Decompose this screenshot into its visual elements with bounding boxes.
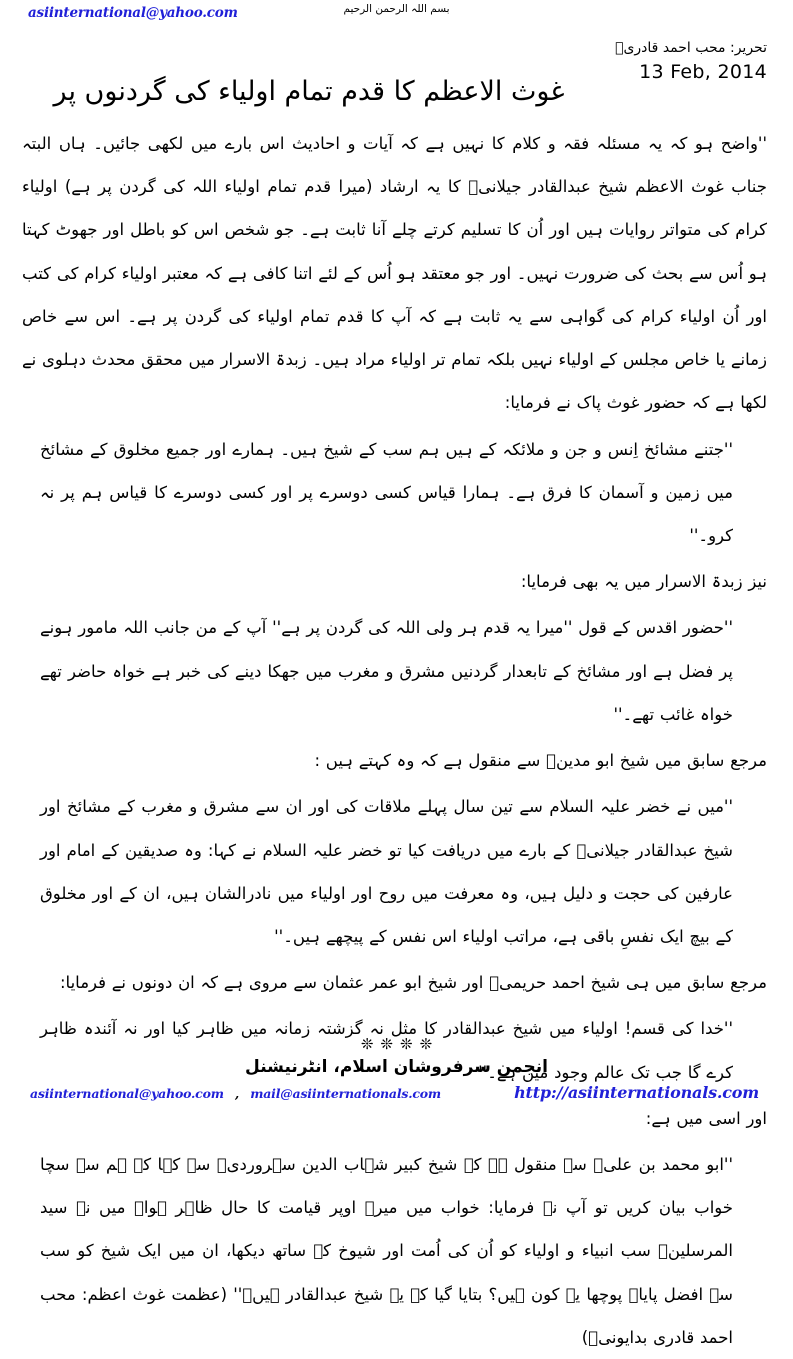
bismillah-text: بسم اللہ الرحمن الرحیم	[343, 3, 450, 15]
ornament-divider	[0, 1037, 793, 1052]
footer-links	[0, 1083, 793, 1108]
quote-paragraph: ''میں نے خضر علیہ السلام سے تین سال پہلے ملاقات کی اور ان سے مشرق و مغرب کے مشائخ اور شیخ عبدالقادر جیلانیؒ کے بارے میں دریافت کیا تو خضر علیہ السلام نے کہا: وہ صدیقین کے امام اور عارفین کی حجت و دلیل ہیں، وہ معرفت میں روح اور اولیاء میں نادرالشان ہیں، ان کے اور مخلوق کے بیچ ایک نفسِ باقی ہے، مراتب اولیاء اس نفس کے پیچھے ہیں۔''	[40, 797, 733, 946]
article-body	[22, 122, 767, 1359]
author-name: تحریر: محب احمد قادریؒ	[615, 40, 767, 56]
ornament-star-icon: ❊	[400, 1035, 420, 1053]
publish-date: 13 Feb, 2014	[639, 60, 767, 83]
page-footer	[0, 1037, 793, 1108]
header-email-link[interactable]: asiinternational@yahoo.com	[28, 5, 238, 21]
quote-paragraph: ''حضور اقدس کے قول ''میرا یہ قدم ہر ولی اللہ کی گردن پر ہے'' آپ کے من جانب اللہ مامور ہونے پر فضل ہے اور مشائخ کے تابعدار گردنیں مشرق و مغرب میں جھکا دینے کی خبر ہے خواہ حاضر تھے خواہ غائب تھے۔''	[40, 618, 733, 724]
lead-in-line: اور اسی میں ہے:	[645, 1108, 767, 1128]
byline	[592, 40, 767, 83]
quote-paragraph: ''ابو محمد بن علیؒ سے منقول ہے کہ شیخ کبیر شہاب الدین سہروردیؒ سے کہا کہ ہم سے سچا خواب بیان کریں تو آپ نے فرمایا: خواب میں میرے اوپر قیامت کا حال ظاہر ہوا۔ میں نے سید المرسلینؐ سب انبیاء و اولیاء کو اُن کی اُمت اور شیوخ کے ساتھ دیکھا، ان میں ایک شیخ کو سب سے افضل پایا۔ پوچھا یہ کون ہیں؟ بتایا گیا کہ یہ شیخ عبدالقادر ہیں۔'' (عظمت غوث اعظم: محب احمد قادری بدایونیؒ)	[40, 1155, 733, 1347]
page-header	[0, 0, 793, 36]
lead-in-line: نیز زبدۃ الاسرار میں یہ بھی فرمایا:	[520, 572, 767, 592]
lead-in-line: مرجع سابق میں شیخ ابو مدینؒ سے منقول ہے کہ وہ کہتے ہیں :	[314, 751, 767, 771]
body-paragraph: ''واضح ہو کہ یہ مسئلہ فقہ و کلام کا نہیں ہے کہ آیات و احادیث اس بارے میں لکھی جائیں۔ ہاں البتہ جناب غوث الاعظم شیخ عبدالقادر جیلانیؒ کا یہ ارشاد (میرا قدم تمام اولیاء اللہ کی گردن پر ہے) اولیاء کرام کی متواتر روایات ہیں اور اُن کا تسلیم کرتے چلے آنا ثابت ہے۔ جو شخص اس کو باطل اور جھوٹ کہتا ہو اُس سے بحث کی ضرورت نہیں۔ اور جو معتقد ہو اُس کے لئے اتنا کافی ہے کہ معتبر اولیاء کرام کی کتب اور اُن اولیاء کرام کی گواہی سے یہ ثابت ہے کہ آپ کا قدم تمام اولیاء کی گردن پر ہے۔ اس سے خاص زمانے یا خاص مجلس کے اولیاء نہیں بلکہ تمام تر اولیاء مراد ہیں۔ زبدۃ الاسرار میں محقق محدث دہلوی نے لکھا ہے کہ حضور غوث پاک نے فرمایا:	[22, 134, 767, 413]
footer-email-secondary[interactable]: mail@asiinternationals.com	[250, 1086, 441, 1101]
page-title: غوث الاعظم کا قدم تمام اولیاء کی گردنوں پر	[53, 76, 565, 108]
footer-website-link[interactable]: http://asiinternationals.com	[514, 1083, 759, 1102]
ornament-star-icon: ❊	[380, 1035, 400, 1053]
footer-email-separator: ,	[234, 1086, 240, 1101]
ornament-star-icon: ❊	[419, 1035, 440, 1053]
footer-email-group	[30, 1086, 441, 1101]
ornament-star-icon: ❊	[360, 1035, 381, 1053]
organization-name: انجمن سرفروشان اسلام، انٹرنیشنل	[245, 1057, 548, 1077]
title-block	[0, 40, 793, 112]
quote-paragraph: ''جتنے مشائخ اِنس و جن و ملائکہ کے ہیں ہم سب کے شیخ ہیں۔ ہمارے اور جمیع مخلوق کے مشائخ میں زمین و آسمان کا فرق ہے۔ ہمارا قیاس کسی دوسرے پر اور کسی دوسرے کا قیاس ہم پر نہ کرو۔''	[40, 439, 733, 545]
lead-in-line: مرجع سابق میں ہی شیخ احمد حریمیؒ اور شیخ ابو عمر عثمان سے مروی ہے کہ ان دونوں نے فرمایا:	[59, 973, 767, 993]
footer-email-primary[interactable]: asiinternational@yahoo.com	[30, 1086, 224, 1101]
quote-paragraph: ''خدا کی قسم! اولیاء میں شیخ عبدالقادر کا مثل نہ گزشتہ زمانہ میں ظاہر کیا اور نہ آئندہ ظاہر کرے گا جب تک عالم وجود میں ہے۔''	[40, 1019, 733, 1082]
